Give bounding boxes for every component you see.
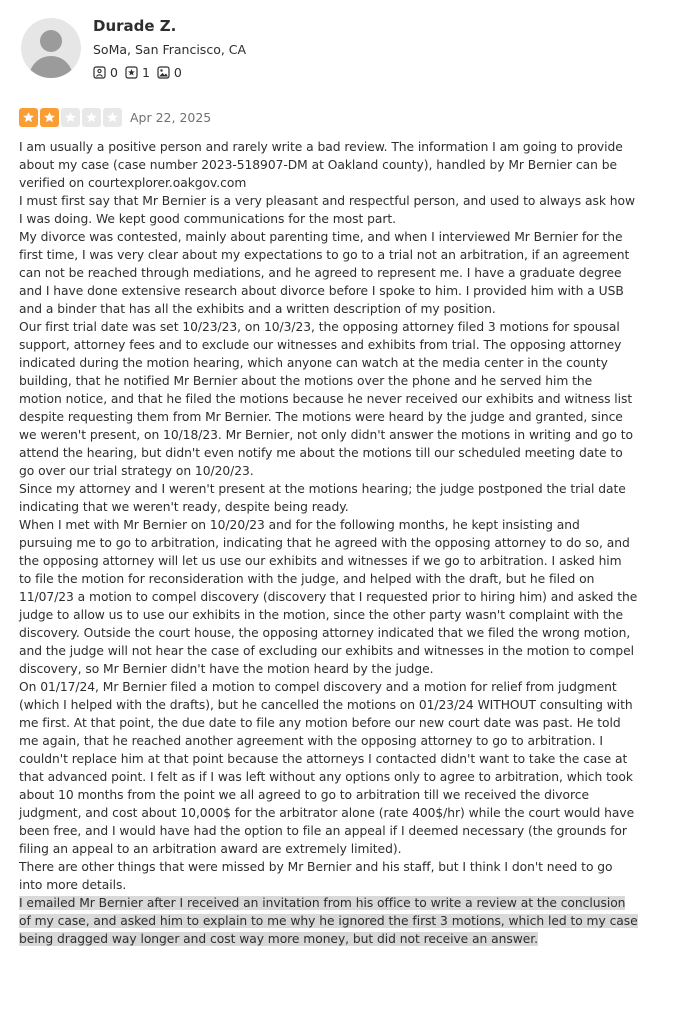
review-line: go over our trial strategy on 10/20/23. (19, 464, 254, 478)
review-line: verified on courtexplorer.oakgov.com (19, 176, 247, 190)
review-line: about my case (case number 2023-518907-DM at Oakland county), handled by Mr Bernier can be (19, 158, 617, 172)
review-line: indicating that we weren't ready, despite being ready. (19, 500, 349, 514)
review-text (19, 138, 659, 948)
photo-count: 0 (173, 65, 182, 80)
review-line: There are other things that were missed by Mr Bernier and his staff, but I think I don't need to go (19, 860, 613, 874)
review-line: I am usually a positive person and rarely write a bad review. The information I am going to provide (19, 140, 623, 154)
photo-icon (157, 66, 170, 79)
photo-count-stat (157, 65, 182, 80)
review-line: me again, that he reached another agreement with the opposing attorney to go to arbitration. I (19, 734, 603, 748)
reviewer-location: SoMa, San Francisco, CA (93, 42, 247, 57)
avatar-head (40, 30, 62, 52)
rating-row (19, 108, 211, 127)
review-line: couldn't replace him at that point because the attorneys I contacted didn't want to take the case at (19, 752, 628, 766)
review-date: Apr 22, 2025 (130, 110, 212, 125)
review-line: discovery, so Mr Bernier didn't have the motion heard by the judge. (19, 662, 434, 676)
friend-count-stat (125, 65, 150, 80)
friend-count: 1 (141, 65, 150, 80)
highlighted-review-line: being dragged way longer and cost way more money, but did not receive an answer. (19, 932, 538, 946)
review-line: support, attorney fees and to exclude our witnesses and exhibits from trial. The opposing attorney (19, 338, 622, 352)
avatar-shoulders (29, 56, 73, 78)
star-icon (19, 108, 38, 127)
review-line (19, 930, 659, 948)
review-line: me first. At that point, the due date to file any motion before our new court date was past. He told (19, 716, 621, 730)
review-line: despite requesting them from Mr Bernier. The motions were heard by the judge and granted, since (19, 410, 623, 424)
friend-star-icon (125, 66, 138, 79)
review-line: and the judge will not hear the case of excluding our exhibits and witnesses in the motion to compel (19, 644, 635, 658)
review-line: filing an appeal to an arbitration award are extremely limited). (19, 842, 402, 856)
avatar[interactable] (21, 18, 81, 78)
review-line: attend the hearing, but didn't even notify me about the motions till our scheduled meeting date to (19, 446, 623, 460)
review-icon (93, 66, 106, 79)
star-icon (40, 108, 59, 127)
review-line: On 01/17/24, Mr Bernier filed a motion to compel discovery and a motion for relief from judgment (19, 680, 617, 694)
review-line: judge to allow us to use our exhibits in the motion, since the other party wasn't complaint with the (19, 608, 624, 622)
review-line: I was doing. We kept good communications for the most part. (19, 212, 397, 226)
review-line: building, that he notified Mr Bernier about the motions over the phone and he served him the (19, 374, 593, 388)
star-icon (82, 108, 101, 127)
review-line: I must first say that Mr Bernier is a very pleasant and respectful person, and used to always ask how (19, 194, 635, 208)
review-line: can not be reached through mediations, and he agreed to represent me. I have a graduate degree (19, 266, 622, 280)
highlighted-review-line: I emailed Mr Bernier after I received an invitation from his office to write a review at the conclusion (19, 896, 626, 910)
review-line (19, 894, 659, 912)
review-line: we weren't present, on 10/18/23. Mr Bernier, not only didn't answer the motions in writing and go to (19, 428, 634, 442)
review-line: that advanced point. I felt as if I was left without any options only to agree to arbitration, which took (19, 770, 633, 784)
highlighted-review-line: of my case, and asked him to explain to me why he ignored the first 3 motions, which led to my case (19, 914, 638, 928)
review-line: indicated during the motion hearing, which anyone can watch at the media center in the county (19, 356, 608, 370)
review-line: and I have done extensive research about divorce before I spoke to him. I provided him with a USB (19, 284, 624, 298)
review-line: (which I helped with the drafts), but he cancelled the motions on 01/23/24 WITHOUT consulting with (19, 698, 633, 712)
review-line: pursuing me to go to arbitration, indicating that he agreed with the opposing attorney to do so, and (19, 536, 630, 550)
review-count: 0 (110, 65, 118, 80)
review-line: judgment, and cost about 10,000$ for the arbitrator alone (rate 400$/hr) while the court would have (19, 806, 635, 820)
review-line: Since my attorney and I weren't present at the motions hearing; the judge postponed the trial date (19, 482, 626, 496)
review-line: Our first trial date was set 10/23/23, on 10/3/23, the opposing attorney filed 3 motions for spousal (19, 320, 620, 334)
review-line: been free, and I would have had the option to file an appeal if I deemed necessary (the grounds for (19, 824, 627, 838)
review-count-stat (93, 65, 118, 80)
review-line: the opposing attorney will let us use our exhibits and witnesses if we go to arbitration. I asked him (19, 554, 622, 568)
star-rating (19, 108, 124, 127)
review-line: first time, I was very clear about my expectations to go to a trial not an arbitration, if an agreement (19, 248, 630, 262)
review-line: discovery. Outside the court house, the opposing attorney indicated that we filed the wrong motion, (19, 626, 631, 640)
review-line: 11/07/23 a motion to compel discovery (discovery that I requested prior to hiring him) and asked the (19, 590, 638, 604)
reviewer-name[interactable]: Durade Z. (93, 17, 177, 35)
star-icon (61, 108, 80, 127)
review-line: motion notice, and that he filed the motions because he never received our exhibits and witness list (19, 392, 633, 406)
review-line: into more details. (19, 878, 127, 892)
review-line: to file the motion for reconsideration with the judge, and helped with the draft, but he filed on (19, 572, 595, 586)
star-icon (103, 108, 122, 127)
reviewer-stats (93, 65, 189, 80)
review-line: My divorce was contested, mainly about parenting time, and when I interviewed Mr Bernier for the (19, 230, 623, 244)
review-line: about 10 months from the point we all agreed to go to arbitration till we received the divorce (19, 788, 589, 802)
review-line: and a binder that has all the exhibits and a written description of my position. (19, 302, 496, 316)
review-line: When I met with Mr Bernier on 10/20/23 and for the following months, he kept insisting and (19, 518, 580, 532)
review-line (19, 912, 659, 930)
